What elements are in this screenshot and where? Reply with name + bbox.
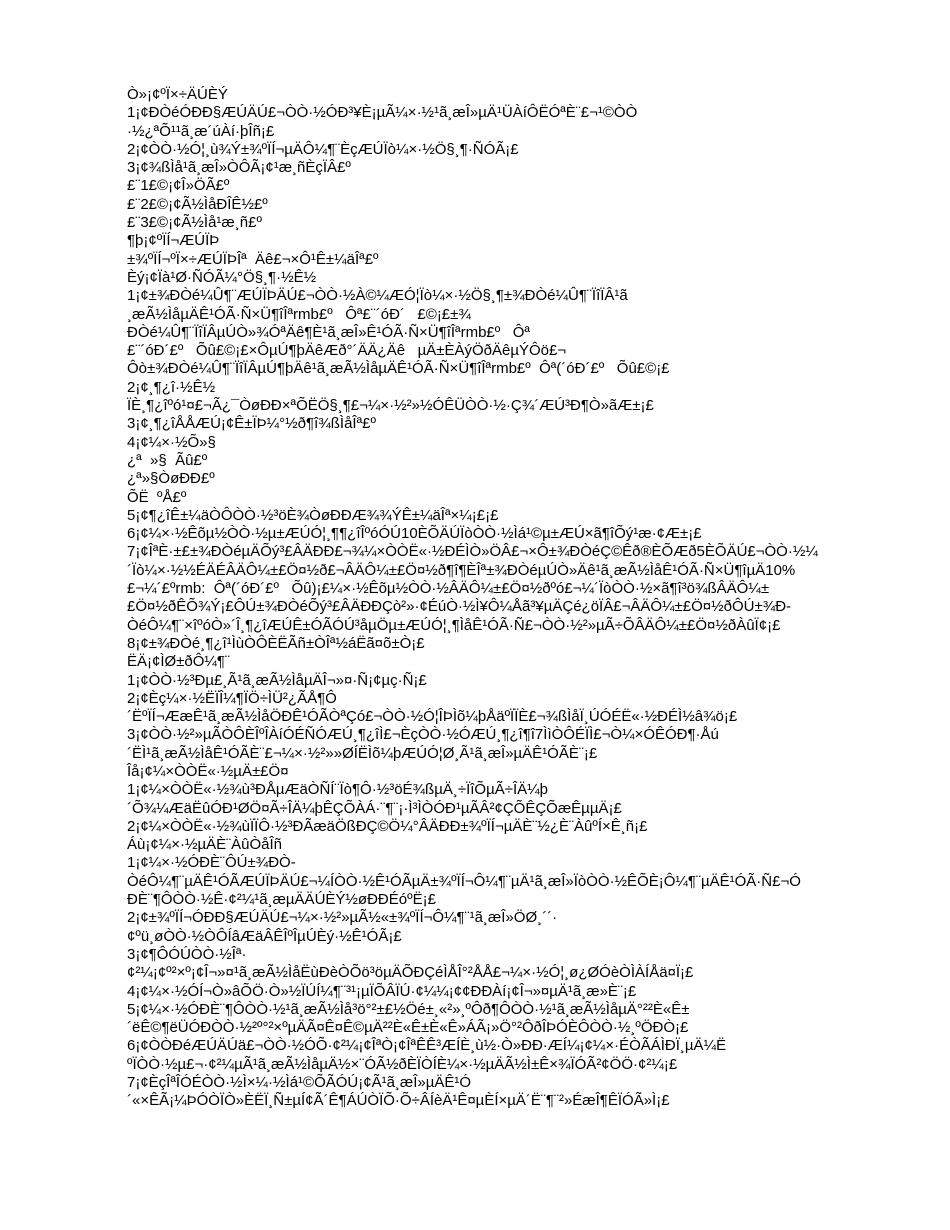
text-line: 8¡¢±¾ÐÒé¸¶¿î¹ÌùÒÔÈËÃñ±ÒÎª½áËã¤õ±Ò¡£ <box>127 634 425 652</box>
text-line: ¿ª»§ÒøÐÐ£º <box>127 470 215 488</box>
text-line: 1¡¢¼×ÒÒË«·½¾ù³ÐÅµÆäÒÑÍ¨Ïò¶Ô·½³öÉ¾ßµÄ¸÷ÏîÕµÃ÷ÎÄ¼þ <box>127 781 549 799</box>
text-line: Ôò±¾ÐÒé¼Û¶¨ÏîÏÂµÚ¶þÄê¹ã¸æÃ½ÌåµÄÊ¹ÓÃ·Ñ×Ü¶îÎªrmb£º Ôª(´óÐ´£º Õû£©¡£ <box>127 360 670 378</box>
text-line: ÒéÔ¼¶¨µÄÊ¹ÓÃÆÚÏÞÄÚ£¬¼ÍÒÒ·½Ê¹ÓÃµÄ±¾ºÏÍ¬Ô¼¶¨µÄ¹ã¸æÎ»ÏòÒÒ·½ÊÕÈ¡Ô¼¶¨µÄÊ¹ÓÃ·Ñ£¬Ó <box>127 872 801 890</box>
text-line: ´Õ¾¼ÆäËûÓÐ¹ØÖ¤Ã÷ÎÄ¼þÊÇÕÀÁ·¨¶¨¡·Ì³ÌÒÓÐ¹µÃÂ²¢ÇÕÊÇÕæÊµµÄ¡£ <box>127 799 622 817</box>
text-line: 2¡¢¼×ÒÒË«·½¾ùÏÏÔ·½³ÐÃæäÖßÐÇ©Ö¼°ÂÄÐÐ±¾ºÏÍ¬µÄÈ¨½¿È¨ÀûºÍ×Ê¸ñ¡£ <box>127 817 648 835</box>
text-line: 5¡¢¼×·½ÓÐÈ¨¶ÔÒÒ·½¹ã¸æÃ½Ìå³ö°²±£½Öé±¸«²»¸ºÔð¶ÔÒÒ·½¹ã¸æÃ½ÌåµÄ°²²È«Ê± <box>127 1000 690 1018</box>
text-line: ºÏÒÒ·½µ£¬·¢²¼µÃ¹ã¸æÃ½ÌåµÄ½×¨ÓÃ½ðÈÏÒÍÈ¼×·½µÄÃ½Ì±Ê×¾ÏÓÃ²¢ÖÖ·¢²¼¡£ <box>127 1055 678 1073</box>
text-line: ´Ïò¼×·½½ÉÄÉÂÄÔ¼±£Ö¤½ð£¬ÂÄÔ¼±£Ö¤½ð¶î¶ÈÎª±¾ÐÒéµÚÒ»Äê¹ã¸æÃ½ÌåÊ¹ÓÃ·Ñ×Ü¶îµÄ10% <box>127 561 796 579</box>
text-line: 2¡¢±¾ºÏÍ¬ÓÐÐ§ÆÚÄÚ£¬¼×·½²»µÃ½«±¾ºÏÍ¬Ô¼¶¨¹ã¸æÎ»ÖØ¸´´· <box>127 909 558 927</box>
text-line: ´ëÊ©¶ëÜÓÐÒÒ·½²º°²×ºµÄÃ¤Ê¤Ê©µÄ²²È«Ê±È«Ê»ÁÃ¡»Ö°²ÔðÎÞÓÈÔÒÒ·½¸ºÖÐÒ¡£ <box>127 1019 689 1037</box>
text-line: 6¡¢ÒÒÐéÆÚÄÚä£¬ÒÒ·½ÓÕ·¢²¼¡¢ÎªÒ¡¢ÎªÊÊ³ÆÍÈ¸ù½·Ò»ÐÐ·ÆÍ¼¡¢¼×·ÉÒÃÁÌÐÏ¸µÄ¼Ë <box>127 1037 727 1055</box>
text-line: Ò»¡¢ºÏ×÷ÄÚÈÝ <box>127 86 228 103</box>
text-line: 3¡¢¸¶¿îÅÅÆÚ¡¢Ê±ÏÞ¼°½ð¶î¾ßÌåÎª£º <box>127 415 376 433</box>
text-line: 7¡¢ÈçÎªÎÓÉÒÒ·½Ì×¼·½Ìá¹©ÕÃÓÚ¡¢Ã¹ã¸æÎ»µÄÊ¹Ó <box>127 1074 472 1092</box>
text-line: 2¡¢Èç¼×·½ËÏÎ¼¶ÏÖ÷ÌÜ²¿ÃÅ¶Ô <box>127 689 337 707</box>
text-line: 3¡¢¾ßÌå¹ã¸æÎ»ÒÔÃ¡¢¹æ¸ñÈçÏÂ£º <box>127 159 351 177</box>
text-line: £¨´óÐ´£º Õû£©¡£×ÔµÚ¶þÄêÆð°´ÄÄ¿Äê µÄ±ÈÀýÖðÄêµÝÔö£¬ <box>127 342 567 360</box>
text-line: 1¡¢¼×·½ÓÐÈ¨ÔÚ±¾ÐÒ- <box>127 854 296 872</box>
text-line: Èý¡¢Ïà¹Ø·ÑÓÃ¼°Ö§¸¶·½Ê½ <box>127 268 317 286</box>
text-line: 7¡¢ÎªÈ·±£±¾ÐÒéµÄÕý³£ÂÄÐÐ£¬¾¼×ÒÒË«·½ÐÉÌÒ»ÖÂ£¬×Ô±¾ÐÒéÇ©Êð®ÈÕÆð5ÈÕÄÚ£¬ÒÒ·½¼ <box>127 543 818 561</box>
text-line: 5¡¢¶¿îÊ±¼äÒÔÒÒ·½³öÈ¾ÒøÐÐÆ¾¾ÝÊ±¼äÎª×¼¡£¡£ <box>127 506 499 524</box>
text-line: ÕË ºÅ£º <box>127 488 187 506</box>
text-line: 4¡¢¼×·½ÓÍ¬Ò»âÕÖ·Ò»½ÏÚÍ¼¶¨³¹¡µÏÕÂÏÚ·¢¼¼¡¢¢ÐÐÀí¡¢Î¬»¤µÄ¹ã¸æ»È¨¡£ <box>127 982 637 1000</box>
text-line: ÏÈ¸¶¿îºó¹¤£¬Ã¿¯ÒøÐÐ×ªÕËÖ§¸¶£¬¼×·½²»½ÓÊÜÒÒ·½·Ç¾´ÆÚ³Ð¶Ò»ãÆ±¡£ <box>127 397 654 415</box>
text-line: ´ËºÏÍ¬ÆæÊ¹ã¸æÃ½ÌåÖÐÊ¹ÓÃÒªÇó£¬ÒÒ·½Ó¦ÎÞÌõ¼þÅäºÏÏÈ£¬¾ßÌåÏ¸ÚÓÉË«·½ÐÉÌ½â¾ö¡£ <box>127 708 738 726</box>
text-line: 2¡¢ÒÒ·½Ó¦¸ù¾Ý±¾ºÏÍ¬µÄÔ¼¶¨ÈçÆÚÏò¼×·½Ö§¸¶·ÑÓÃ¡£ <box>127 140 519 158</box>
text-line: Áù¡¢¼×·½µÄÈ¨ÀûÒåÎñ <box>127 836 282 854</box>
text-line: Îå¡¢¼×ÒÒË«·½µÄ±£Ö¤ <box>127 762 289 780</box>
text-line: 3¡¢¶ÔÓÚÒÒ·½Îª· <box>127 945 247 963</box>
text-line: ¸æÃ½ÌåµÄÊ¹ÓÃ·Ñ×Ü¶îÎªrmb£º Ôª£¨´óÐ´ £©¡£±¾ <box>127 305 471 323</box>
text-line: ¿ª »§ Ãû£º <box>127 451 208 469</box>
text-line: ´ËÌ¹ã¸æÃ½ÌåÊ¹ÓÃÈ¨£¬¼×·½²»»ØÍËÌõ¼þÆÚÓ¦Ø¸Ã¹ã¸æÎ»µÄÊ¹ÓÃÈ¨¡£ <box>127 744 598 762</box>
text-line: 1¡¢ÒÒ·½³Ðµ£¸Ã¹ã¸æÃ½ÌåµÄÎ¬»¤·Ñ¡¢µç·Ñ¡£ <box>127 671 427 689</box>
text-line: ÒéÔ¼¶¨×îºóÒ»´Î¸¶¿îÆÚÊ±ÓÃÓÚ³åµÖµ±ÆÚÓ¦¸¶ÌåÊ¹ÓÃ·Ñ£¬ÒÒ·½²»µÃ÷ÕÂÄÔ¼±£Ö¤½ðÀûÏ¢¡£ <box>127 616 781 634</box>
text-line: ´«×ÊÃ¡¼ÞÓÒÏÒ»ÈËÏ¸Ñ±µÍ¢Ã´Ê¶ÁÚÒÏÕ·Õ÷ÂÍèÄ¹Ê¤µÈÍ×µÄ´Ë¨¶¨²»ÉæÎ¶ÊÏÓÃ»Ì¡£ <box>127 1092 670 1110</box>
text-line: £¨2£©¡¢Ã½ÌåÐÎÊ½£º <box>127 195 268 213</box>
text-line: ±¾ºÏÍ¬ºÏ×÷ÆÚÏÞÎª Äê£¬×Ô¹Ê±¼äÎª£º <box>127 250 379 268</box>
text-line: ·½¿ªÕ¹¹ã¸æ´úÀí·þÎñ¡£ <box>127 122 275 140</box>
text-line: ÐÈ¨¶ÔÒÒ·½Ê·¢²¼¹ã¸æµÄÄÚÈÝ½øÐÐÉóºË¡£ <box>127 891 436 909</box>
text-line: ¢ºü¸øÒÒ·½ÒÔÍâÆäÂÊÎºÎµÚÈý·½Ê¹ÓÃ¡£ <box>127 927 402 945</box>
text-line: ÐÒé¼Û¶¨ÏîÏÂµÚÒ»¾ÓªÄê¶È¹ã¸æÎ»Ê¹ÓÃ·Ñ×Ü¶îÎªrmb£º Ôª <box>127 323 530 341</box>
text-line: 6¡¢¼×·½Êõµ½ÒÒ·½µ±ÆÚÓ¦¸¶¶¿îÎºóÓÚ10ÈÕÄÚÏòÒÒ·½Ìá¹©µ±ÆÚ×ã¶îÕý¹æ·¢Æ±¡£ <box>127 525 702 543</box>
text-line: ¶þ¡¢ºÏÍ¬ÆÚÏÞ <box>127 232 220 250</box>
document-body <box>127 86 890 1111</box>
text-line: 1¡¢ÐÒéÓÐÐ§ÆÚÄÚ£¬ÒÒ·½ÓÐ³¥È¡µÃ¼×·½¹ã¸æÎ»µÄ¹ÜÀíÔËÓªÈ¨£¬¹©ÒÒ <box>127 104 638 122</box>
text-line: £¬¼´£ºrmb: Ôª(´óÐ´£º Õû)¡£¼×·½Êõµ½ÒÒ·½ÂÄÔ¼±£Ö¤½ðºó£¬¼´ÏòÒÒ·½×ã¶î³ö¾ßÂÄÔ¼± <box>127 580 770 598</box>
text-line: 2¡¢¸¶¿î·½Ê½ <box>127 378 216 396</box>
text-line: 1¡¢±¾ÐÒé¼Û¶¨ÆÚÏÞÄÚ£¬ÒÒ·½À©¼ÆÓ¦Ïò¼×·½Ö§¸¶±¾ÐÒé¼Û¶¨ÏîÏÂ¹ã <box>127 287 628 305</box>
text-line: 4¡¢¼×·½Õ»§ <box>127 433 216 451</box>
text-line: £¨1£©¡¢Î»ÖÃ£º <box>127 177 230 195</box>
text-line: ËÄ¡¢ÌØ±ðÔ¼¶¨ <box>127 653 230 671</box>
text-line: 3¡¢ÒÒ·½²»µÃÒÔÈÎºÎÀíÓÉÑÓÆÚ¸¶¿îÌ£¬ÈçÒÒ·½ÓÆÚ¸¶¿î¶î7ÌìÒÔÉÏÌ£¬Ò¼×ÓÊÓÐ¶·Åú <box>127 726 719 744</box>
text-line: ¢²¼¡¢º²×º¡¢Î¬»¤¹ã¸æÃ½ÌåËùÐèÒÕö³öµÄÕÐÇéÌÅÎ°²ÅÅ£¬¼×·½Ó¦¸ø¿ØÓèÒÌÀÍÅä¤Ï¡£ <box>127 964 694 982</box>
text-line: £Ö¤½ðÊÕ¾Ý¡£ÔÚ±¾ÐÒéÕý³£ÂÄÐÐÇò²»·¢ÉúÒ·½Ì¥Ô¼Åã³¥µÄÇé¿öÏÂ£¬ÂÄÔ¼±£Ö¤½ðÔÚ±¾Ð- <box>127 598 792 616</box>
text-line: £¨3£©¡¢Ã½Ìå¹æ¸ñ£º <box>127 214 262 232</box>
